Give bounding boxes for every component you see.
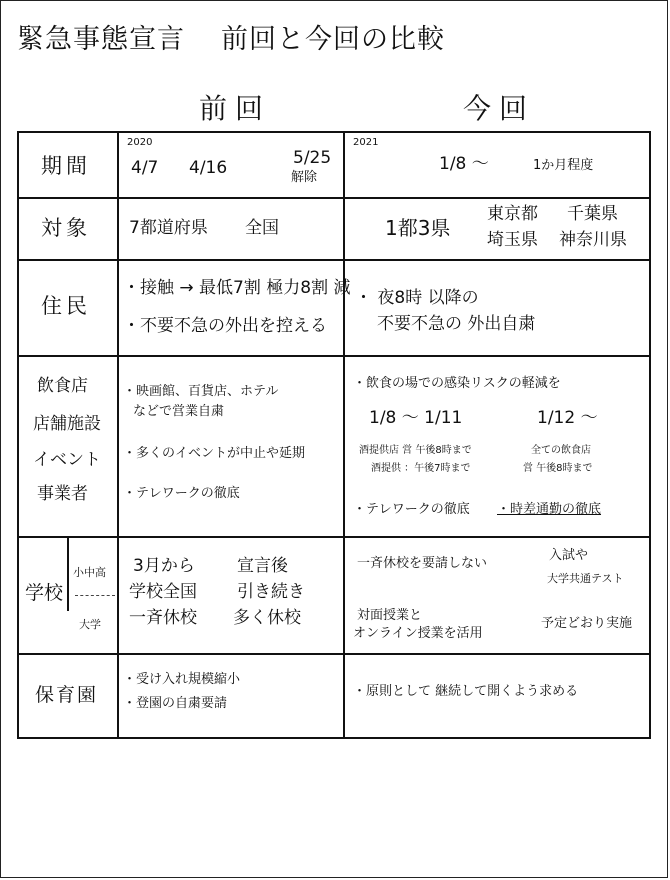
school-sub-k12: 小中高 (73, 566, 106, 579)
curr-business-telework: ・テレワークの徹底 (353, 502, 470, 517)
prev-school-col1-line3: 一斉休校 (129, 608, 197, 628)
prev-school-col2-line1: 宣言後 (237, 556, 288, 576)
curr-period-year: 2021 (353, 137, 379, 148)
curr-target-chiba: 千葉県 (567, 204, 618, 224)
column-divider-label (117, 133, 119, 737)
row-label-school: 学校 (25, 582, 64, 604)
prev-school-col1-line1: 3月から (133, 556, 195, 576)
comparison-table (17, 131, 651, 739)
prev-residents-line2: ・不要不急の外出を控える (123, 316, 327, 336)
row-label-business-2: 店舗施設 (33, 414, 101, 434)
row-label-target: 対象 (41, 216, 91, 240)
prev-residents-line1: ・接触 → 最低7割 極力8割 減 (123, 278, 351, 298)
column-header-current: 今回 (463, 92, 536, 125)
curr-business-note2-line2: 営 午後8時まで (523, 463, 593, 474)
row-label-business-4: 事業者 (37, 484, 88, 504)
curr-target-kanagawa: 神奈川県 (559, 230, 627, 250)
prev-business-item1-line1: ・映画館、百貨店、ホテル (123, 384, 279, 399)
curr-business-note1-line2: 酒提供 ：午後7時まで (371, 463, 471, 474)
curr-period-duration: 1か月程度 (533, 158, 594, 173)
curr-business-note1-line1: 酒提供店 営 午後8時まで (359, 445, 472, 456)
row-divider-2 (19, 259, 649, 261)
row-divider-4 (19, 536, 649, 538)
prev-period-start: 4/7 (131, 158, 159, 178)
prev-target-expanded: 全国 (245, 218, 279, 238)
curr-residents-line2: 不要不急の 外出自粛 (377, 314, 536, 334)
curr-school-univ-line2: オンライン授業を活用 (353, 626, 483, 641)
row-label-business-1: 飲食店 (37, 376, 88, 396)
title-main: 緊急事態宣言 (17, 24, 185, 55)
curr-school-exam-line1: 入試や (549, 548, 589, 563)
curr-business-date2: 1/12 ～ (537, 408, 598, 428)
curr-residents-line1: ・ 夜8時 以降の (355, 288, 479, 308)
row-divider-3 (19, 355, 649, 357)
school-sub-university: 大学 (79, 618, 101, 631)
curr-target-tokyo: 東京都 (487, 204, 538, 224)
row-divider-5 (19, 653, 649, 655)
row-label-nursery: 保育園 (35, 684, 99, 706)
curr-nursery-line1: ・原則として 継続して開くよう求める (353, 684, 579, 699)
curr-school-exam-line2: 大学共通テスト (547, 572, 624, 585)
curr-school-univ-line1: 対面授業と (357, 608, 423, 623)
school-sub-dash (75, 595, 115, 596)
row-label-residents: 住民 (41, 294, 91, 318)
curr-target-summary: 1都3県 (385, 216, 451, 240)
prev-business-item1-line2: などで営業自粛 (133, 404, 225, 419)
prev-nursery-line2: ・登園の自粛要請 (123, 696, 228, 711)
prev-period-end-note: 解除 (291, 170, 318, 185)
curr-period-start: 1/8 ～ (439, 154, 489, 174)
column-header-previous: 前回 (199, 92, 272, 125)
row-divider-1 (19, 197, 649, 199)
prev-school-col1-line2: 学校全国 (129, 582, 197, 602)
curr-business-headline: ・飲食の場での感染リスクの軽減を (353, 376, 561, 391)
column-divider-middle (343, 133, 345, 737)
curr-business-date1: 1/8 ～ 1/11 (369, 408, 463, 428)
prev-school-col2-line2: 引き続き (237, 582, 305, 602)
prev-nursery-line1: ・受け入れ規模縮小 (123, 672, 241, 687)
prev-target-initial: 7都道府県 (129, 218, 208, 238)
page-title (17, 17, 445, 56)
title-sub: 前回と今回の比較 (221, 24, 445, 55)
prev-period-expand: 4/16 (189, 158, 228, 178)
row-label-business-3: イベント (33, 450, 101, 470)
curr-business-staggered: ・時差通勤の徹底 (497, 502, 602, 517)
prev-period-year: 2020 (127, 137, 153, 148)
curr-business-note2-line1: 全ての飲食店 (531, 445, 591, 456)
curr-school-schedule: 予定どおり実施 (541, 616, 633, 631)
prev-school-col2-line3: 多く休校 (233, 608, 301, 628)
prev-period-end-date: 5/25 (293, 148, 332, 168)
prev-business-item3: ・テレワークの徹底 (123, 486, 240, 501)
curr-school-k12: 一斉休校を要請しない (357, 556, 488, 571)
school-sub-divider (67, 536, 69, 611)
prev-business-item2: ・多くのイベントが中止や延期 (123, 446, 306, 461)
curr-target-saitama: 埼玉県 (487, 230, 538, 250)
row-label-period: 期間 (41, 154, 91, 178)
